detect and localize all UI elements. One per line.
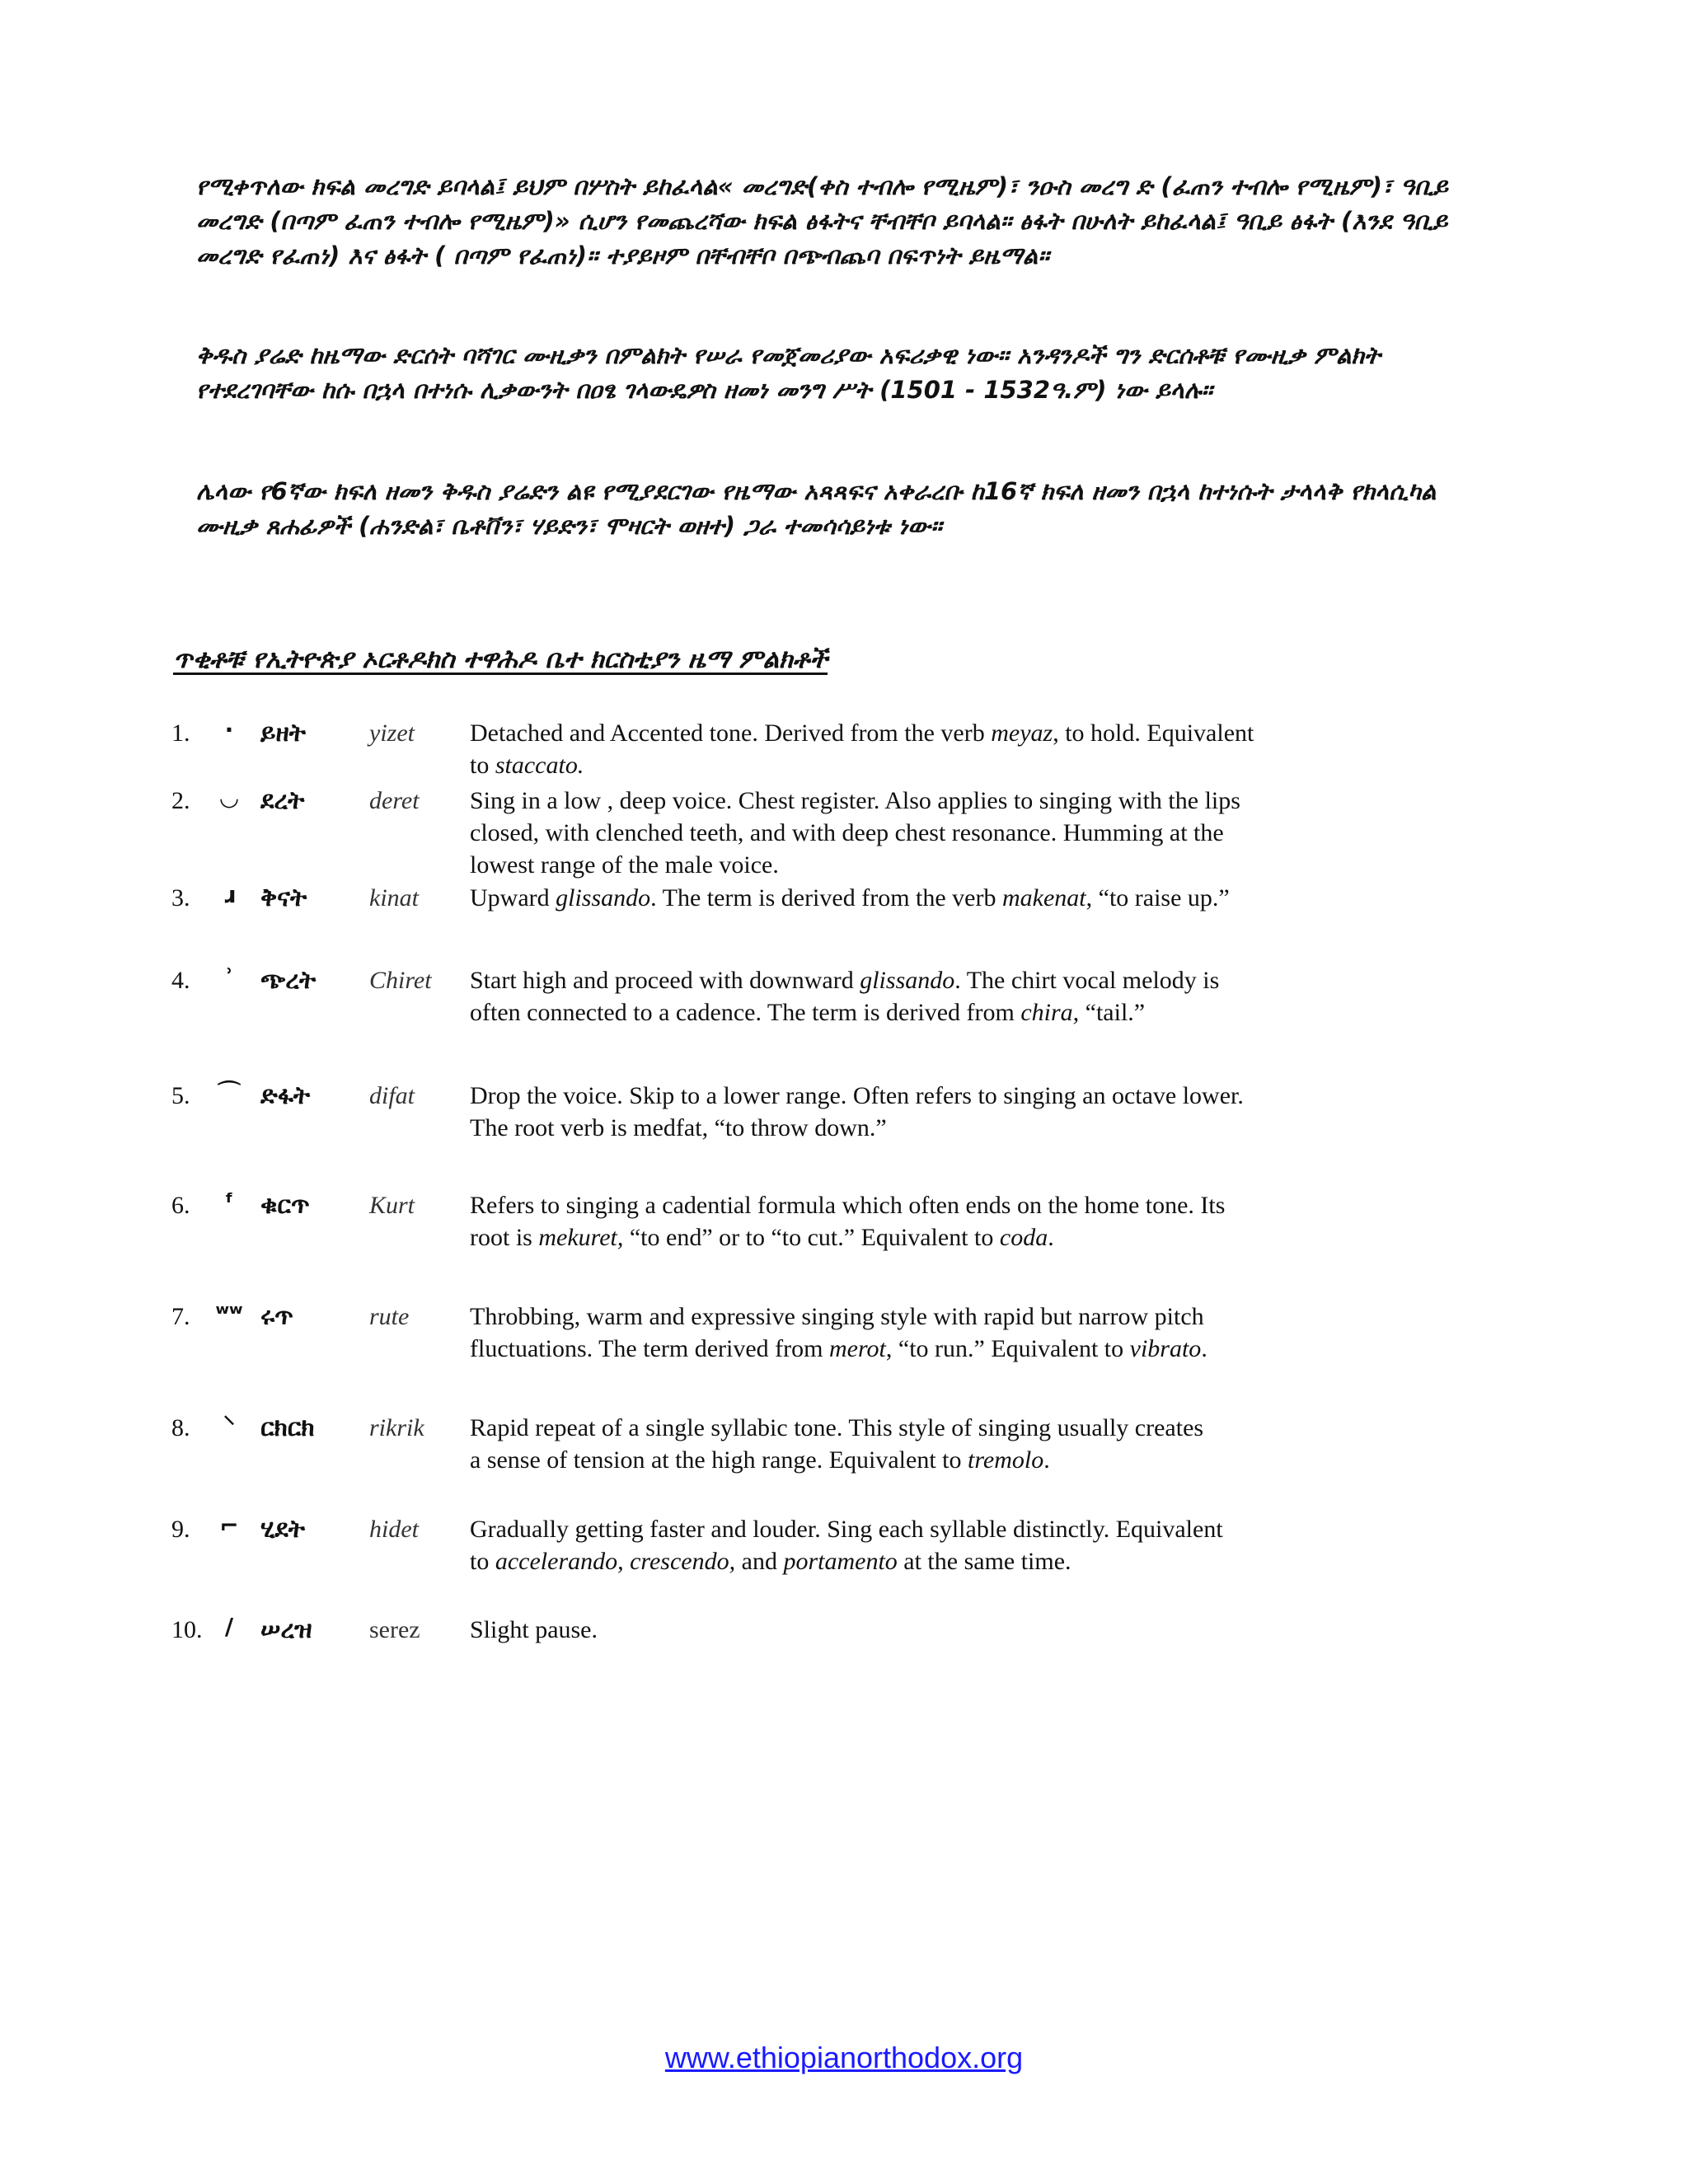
- sign-geez-name: ሠረዝ: [260, 1615, 312, 1644]
- sign-geez-name: ሂደት: [260, 1515, 305, 1544]
- sign-description: Drop the voice. Skip to a lower range. Often refers to singing an octave lower. The root verb is medfat, “to throw down.”: [470, 1082, 1244, 1141]
- sign-transliteration: yizet: [369, 719, 415, 747]
- sign-description: Rapid repeat of a single syllabic tone. This style of singing usually creates a sense of tension at the high range. Equivalent to tremolo.: [470, 1414, 1204, 1474]
- sign-number: 6.: [171, 1192, 190, 1219]
- sign-description: Refers to singing a cadential formula which often ends on the home tone. Its root is mekuret, “to end” or to “to cut.” Equivalent to coda.: [470, 1192, 1226, 1251]
- sign-description: Sing in a low , deep voice. Chest register. Also applies to singing with the lips closed, with clenched teeth, and with deep chest resonance. Humming at the lowest range of the male voice.: [470, 787, 1240, 879]
- sign-number: 1.: [171, 719, 190, 747]
- sign-geez-name: ጭረት: [260, 966, 316, 995]
- sign-geez-name: ቅናት: [260, 883, 307, 912]
- amharic-paragraph-3: [196, 474, 1465, 543]
- sign-symbol-icon: ɹ: [223, 881, 236, 908]
- sign-description: Slight pause.: [470, 1616, 598, 1643]
- paragraph-text: ሌላው የ6ኛው ክፍለ ዘመን ቅዱስ ያሬድን ልዩ የሚያደርገው የዜማው አጻጻፍና አቀራረቡ ከ16ኛ ክፍለ ዘመን በኋላ ከተነሱት ታላላቅ የክላሲካል ሙዚቃ ጸሐፊዎች (ሐንድል፣ ቤቶቨን፣ ሃይድን፣ ሞዛርት ወዘተ) ጋራ ተመሳሳይነቱ ነው።: [196, 477, 1437, 540]
- sign-description: Throbbing, warm and expressive singing style with rapid but narrow pitch fluctuations. The term derived from merot, “to run.” Equivalent to vibrato.: [470, 1303, 1207, 1362]
- sign-number: 3.: [171, 884, 190, 912]
- sign-geez-name: ሩጥ: [260, 1302, 293, 1331]
- sign-symbol-icon: ᶠ: [224, 1188, 234, 1216]
- section-heading: ጥቂቶቹ የኢትዮጵያ ኦርቶዶክስ ተዋሕዶ ቤተ ክርስቲያን ዜማ ምልክቶች: [173, 644, 828, 674]
- sign-number: 5.: [171, 1082, 190, 1109]
- paragraph-text: የሚቀጥለው ክፍል መረግድ ይባላል፤ ይህም በሦስት ይከፈላል« መረግድ(ቀስ ተብሎ የሚዜም)፣ ንዑስ መረግ ድ (ፈጠን ተብሎ የሚዜም)፣ ዓቢይ መረግድ (በጣም ፈጠን ተብሎ የሚዜም)» ሲሆን የመጨረሻው ክፍል ፅፋትና ቸብቸቦ ይባላል። ፅፋት በሁለት ይከፈላል፤ ዓቢይ ፅፋት (እንደ ዓቢይ መረግድ የፈጠነ) እና ፅፋት ( በጣም የፈጠነ)። ተያይዞም በቸብቸቦ በጭብጨባ በፍጥነት ይዜማል።: [196, 172, 1448, 269]
- footer-website-link[interactable]: www.ethiopianorthodox.org: [664, 2041, 1024, 2074]
- sign-description: Upward glissando. The term is derived from the verb makenat, “to raise up.”: [470, 884, 1230, 912]
- sign-symbol-icon: ʷʷ: [215, 1300, 243, 1327]
- amharic-paragraph-2: [196, 338, 1465, 407]
- sign-symbol-icon: /: [224, 1613, 234, 1640]
- sign-symbol-icon: ·: [224, 716, 234, 743]
- sign-geez-name: ርክርክ: [260, 1413, 315, 1442]
- sign-transliteration: hidet: [369, 1516, 419, 1543]
- amharic-paragraph-1: [196, 169, 1465, 273]
- sign-number: 10.: [171, 1616, 203, 1643]
- sign-geez-name: ደረት: [260, 786, 305, 815]
- sign-number: 9.: [171, 1516, 190, 1543]
- sign-description: Start high and proceed with downward glissando. The chirt vocal melody is often connected to a cadence. The term is derived from chira, “tail.”: [470, 967, 1220, 1026]
- sign-transliteration: kinat: [369, 884, 419, 912]
- sign-transliteration: serez: [369, 1616, 420, 1643]
- sign-number: 7.: [171, 1303, 190, 1330]
- sign-transliteration: Chiret: [369, 967, 432, 994]
- sign-transliteration: rikrik: [369, 1414, 424, 1441]
- sign-transliteration: deret: [369, 787, 420, 814]
- sign-transliteration: difat: [369, 1082, 415, 1109]
- sign-description: Gradually getting faster and louder. Sing each syllable distinctly. Equivalent to accelerando, crescendo, and portamento at the same time.: [470, 1516, 1223, 1575]
- sign-symbol-icon: ⌐: [219, 1512, 239, 1540]
- sign-number: 2.: [171, 787, 190, 814]
- sign-description: Detached and Accented tone. Derived from the verb meyaz, to hold. Equivalent to staccato.: [470, 719, 1254, 779]
- sign-geez-name: ድፋት: [260, 1081, 311, 1110]
- sign-number: 4.: [171, 967, 190, 994]
- sign-geez-name: ይዘት: [260, 719, 307, 748]
- sign-transliteration: Kurt: [369, 1192, 415, 1219]
- sign-symbol-icon: ◡: [220, 784, 238, 811]
- sign-transliteration: rute: [369, 1303, 410, 1330]
- sign-number: 8.: [171, 1414, 190, 1441]
- sign-symbol-icon: ʾ: [224, 963, 234, 991]
- sign-geez-name: ቁርጥ: [260, 1191, 310, 1220]
- sign-symbol-icon: ⌒: [217, 1079, 241, 1106]
- sign-symbol-icon: ⸌: [223, 1411, 235, 1438]
- paragraph-text: ቅዱስ ያሬድ ከዜማው ድርሰት ባሻገር ሙዚቃን በምልክት የሠራ የመጀመሪያው አፍሪቃዊ ነው። አንዳንዶች ግን ድርሰቶቹ የሙዚቃ ምልክት የተደረገባቸው ከሱ በኋላ በተነሱ ሊቃውንት በዐፄ ገላውዴዎስ ዘመነ መንግ ሥት (1501 - 1532ዓ.ም) ነው ይላሉ።: [196, 341, 1381, 404]
